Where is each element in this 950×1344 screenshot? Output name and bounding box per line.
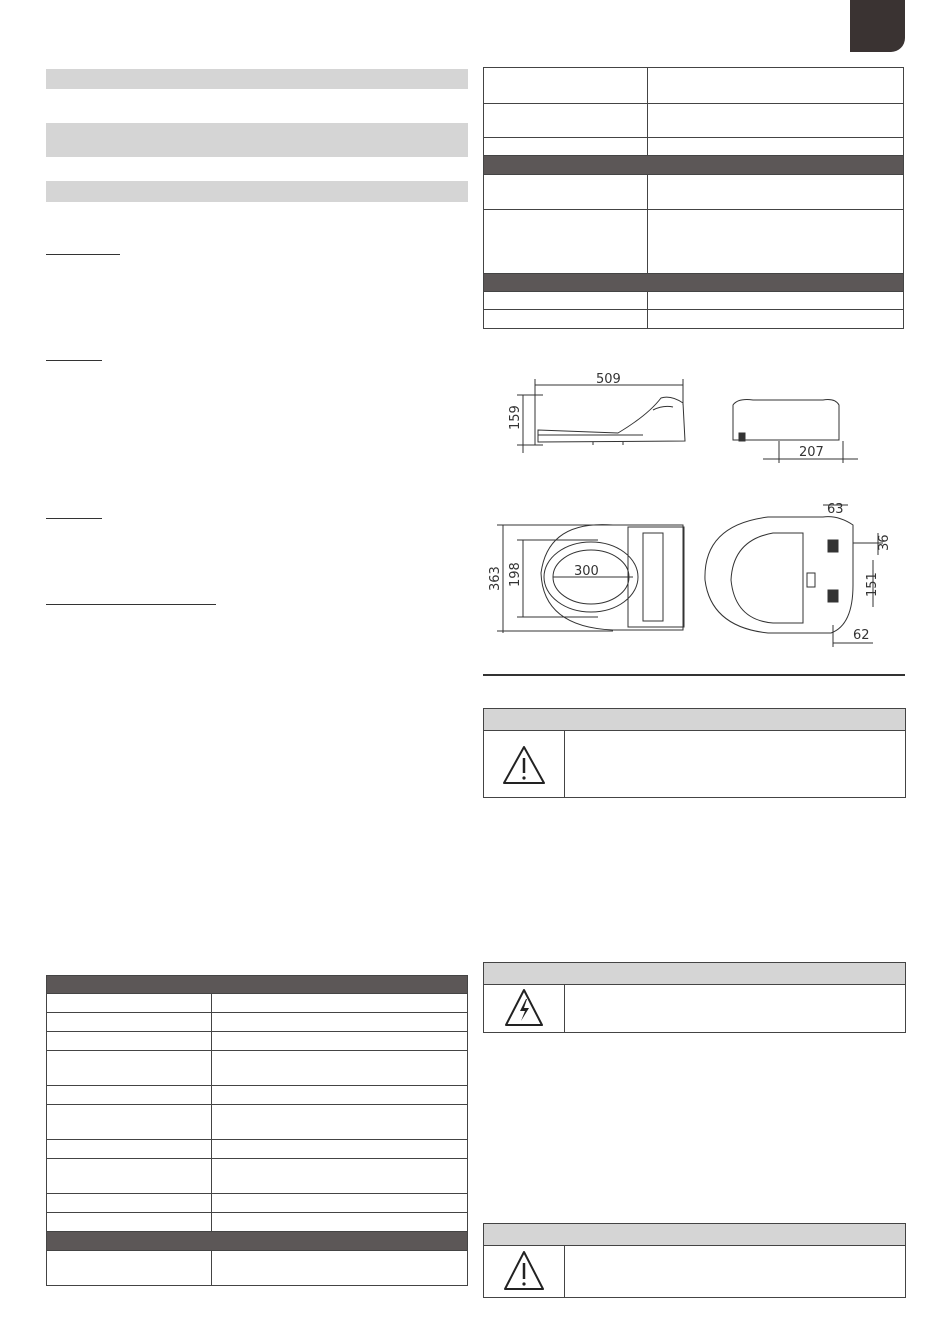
table-row (484, 104, 904, 138)
table-row (484, 175, 904, 210)
table-row (484, 292, 904, 310)
warning-icon-cell (484, 985, 565, 1032)
table-row (47, 1251, 468, 1286)
dimension-label-63: 63 (827, 502, 844, 517)
table-row (47, 1140, 468, 1159)
warning-triangle-icon (484, 1246, 564, 1297)
section-heading-bar-2 (46, 123, 468, 157)
table-header-row (484, 156, 904, 175)
subheading-underline-1 (46, 254, 120, 255)
table-row (47, 1013, 468, 1032)
table-row (47, 1194, 468, 1213)
dimension-label-36: 36 (877, 534, 892, 551)
table-header-row (47, 1232, 468, 1251)
table-row (47, 1032, 468, 1051)
warning-icon-cell (484, 1246, 565, 1297)
dimension-label-363: 363 (488, 566, 503, 591)
dimension-label-151: 151 (865, 572, 880, 597)
spec-table-left (46, 975, 468, 1286)
corner-tab (850, 0, 905, 52)
subheading-underline-3 (46, 518, 102, 519)
subheading-underline-4 (46, 604, 216, 605)
dimension-label-198: 198 (508, 562, 523, 587)
table-row (47, 1051, 468, 1086)
warning-box-header (484, 709, 905, 731)
table-row (484, 68, 904, 104)
table-row (47, 1086, 468, 1105)
dimension-label-509: 509 (596, 372, 621, 387)
table-row (484, 138, 904, 156)
warning-triangle-icon (484, 731, 564, 797)
bottom-view-drawing (705, 505, 883, 647)
warning-box-header (484, 963, 905, 985)
rear-view-drawing (733, 400, 858, 463)
table-row (47, 1213, 468, 1232)
section-divider (483, 674, 905, 676)
section-heading-bar-3 (46, 181, 468, 202)
table-row (47, 1159, 468, 1194)
table-row (484, 210, 904, 274)
table-header-row (47, 976, 468, 994)
dimension-label-62: 62 (853, 628, 870, 643)
table-row (47, 1105, 468, 1140)
subheading-underline-2 (46, 360, 102, 361)
table-header-row (484, 274, 904, 292)
dimension-drawings (483, 355, 905, 655)
dimension-label-159: 159 (508, 405, 523, 430)
warning-box-header (484, 1224, 905, 1246)
table-row (484, 310, 904, 329)
table-row (47, 994, 468, 1013)
warning-box-2 (483, 962, 906, 1033)
dimension-label-300: 300 (574, 564, 599, 579)
warning-box-3 (483, 1223, 906, 1298)
warning-box-1 (483, 708, 906, 798)
warning-icon-cell (484, 731, 565, 797)
dimension-label-207: 207 (799, 445, 824, 460)
electrical-hazard-icon (484, 985, 564, 1032)
section-heading-bar-1 (46, 69, 468, 89)
spec-table-right (483, 67, 904, 329)
side-view-drawing (517, 379, 685, 453)
